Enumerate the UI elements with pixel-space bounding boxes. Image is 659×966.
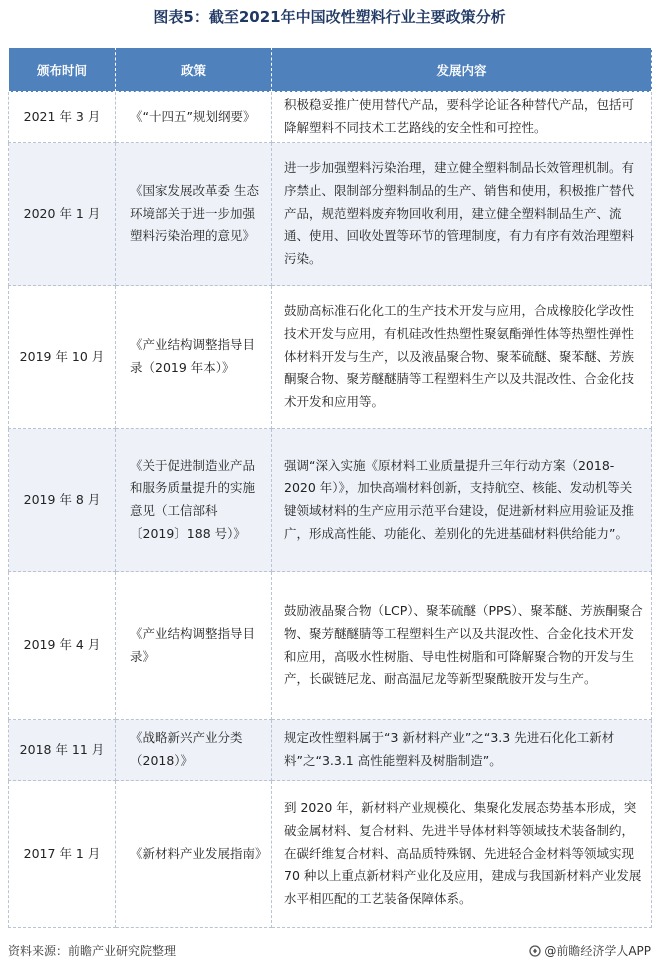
policy-table <box>8 47 652 928</box>
row-policy: 《关于促进制造业产品和服务质量提升的实施意见（工信部科〔2019〕188 号）》 <box>116 429 272 572</box>
header-date: 颁布时间 <box>9 48 116 92</box>
brand-label: @前瞻经济学人APP <box>544 944 651 958</box>
row-policy: 《战略新兴产业分类（2018）》 <box>116 720 272 781</box>
table-row <box>9 429 652 572</box>
row-content: 鼓励高标准石化化工的生产技术开发与应用，合成橡胶化学改性技术开发与应用，有机硅改性热塑性聚氨酯弹性体等热塑性弹性体材料开发与生产，以及液晶聚合物、聚苯硫醚、聚苯醚、芳族酮聚合物、聚芳醚醚腈等工程塑料生产以及共混改性、合金化技术开发和应用等。 <box>272 286 652 429</box>
header-content: 发展内容 <box>272 48 652 92</box>
row-policy: 《产业结构调整指导目录（2019 年本）》 <box>116 286 272 429</box>
table-row <box>9 720 652 781</box>
row-content: 到 2020 年，新材料产业规模化、集聚化发展态势基本形成，突破金属材料、复合材料、先进半导体材料等领域技术装备制约，在碳纤维复合材料、高品质特殊钢、先进轻合金材料等领域实现 70 种以上重点新材料产业化及应用，建成与我国新材料产业发展水平相匹配的工艺装备保障体系。 <box>272 781 652 928</box>
page-title: 图表5：截至2021年中国改性塑料行业主要政策分析 <box>153 8 506 26</box>
table-row <box>9 572 652 720</box>
row-date: 2021 年 3 月 <box>9 92 116 143</box>
row-content: 强调“深入实施《原材料工业质量提升三年行动方案（2018-2020 年）》，加快高端材料创新，支持航空、核能、发动机等关键领域材料的生产应用示范平台建设，促进新材料应用验证及推广，形成高性能、功能化、差别化的先进基础材料供给能力”。 <box>272 429 652 572</box>
row-policy: 《“十四五”规划纲要》 <box>116 92 272 143</box>
row-content: 鼓励液晶聚合物（LCP）、聚苯硫醚（PPS）、聚苯醚、芳族酮聚合物、聚芳醚醚腈等工程塑料生产以及共混改性、合金化技术开发和应用，高吸水性树脂、导电性树脂和可降解聚合物的开发与生产，长碳链尼龙、耐高温尼龙等新型聚酰胺开发与生产。 <box>272 572 652 720</box>
source-note: 资料来源：前瞻产业研究院整理 <box>8 944 177 958</box>
table-row <box>9 286 652 429</box>
header-policy: 政策 <box>116 48 272 92</box>
row-content: 进一步加强塑料污染治理，建立健全塑料制品长效管理机制。有序禁止、限制部分塑料制品的生产、销售和使用，积极推广替代产品，规范塑料废弃物回收利用，建立健全塑料制品生产、流通、使用、回收处置等环节的管理制度，有力有序有效治理塑料污染。 <box>272 143 652 286</box>
table-header-row <box>9 48 652 92</box>
row-date: 2018 年 11 月 <box>9 720 116 781</box>
row-date: 2019 年 4 月 <box>9 572 116 720</box>
row-policy: 《产业结构调整指导目录》 <box>116 572 272 720</box>
row-content: 规定改性塑料属于“3 新材料产业”之“3.3 先进石化化工新材料”之“3.3.1 高性能塑料及树脂制造”。 <box>272 720 652 781</box>
row-date: 2017 年 1 月 <box>9 781 116 928</box>
row-policy: 《国家发展改革委 生态环境部关于进一步加强塑料污染治理的意见》 <box>116 143 272 286</box>
row-date: 2020 年 1 月 <box>9 143 116 286</box>
row-content: 积极稳妥推广使用替代产品，要科学论证各种替代产品，包括可降解塑料不同技术工艺路线的安全性和可控性。 <box>272 92 652 143</box>
qianzhan-logo-icon <box>529 945 541 957</box>
brand-credit <box>529 942 651 959</box>
table-row <box>9 92 652 143</box>
footer <box>8 942 651 960</box>
row-date: 2019 年 10 月 <box>9 286 116 429</box>
row-date: 2019 年 8 月 <box>9 429 116 572</box>
table-row <box>9 143 652 286</box>
row-policy: 《新材料产业发展指南》 <box>116 781 272 928</box>
table-row <box>9 781 652 928</box>
